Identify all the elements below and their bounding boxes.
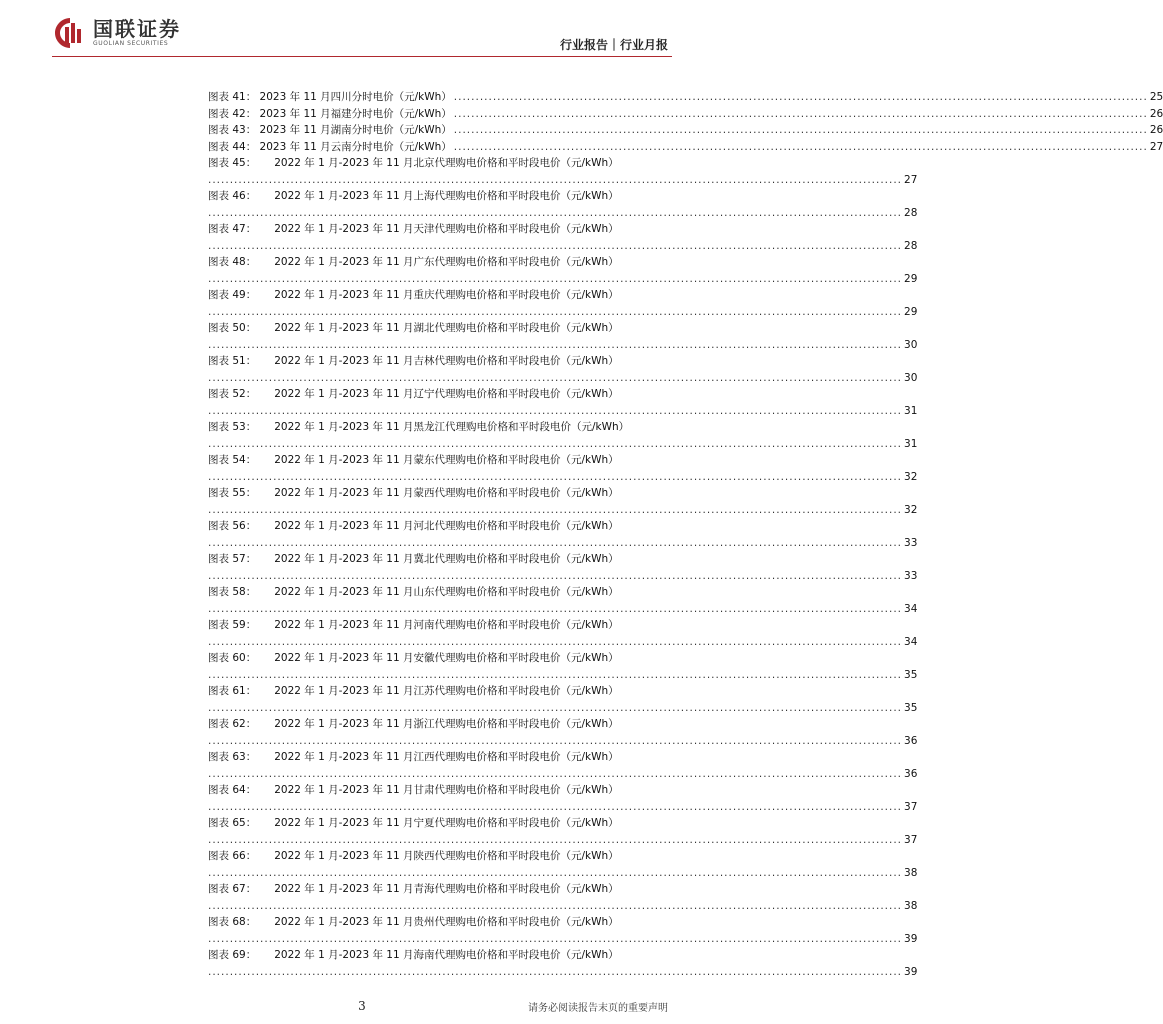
toc-entry[interactable] bbox=[208, 914, 672, 931]
dot-leader: ................................................................................................................................................................ bbox=[208, 404, 903, 417]
figure-title: 2022 年 1 月-2023 年 11 月贵州代理购电价格和平时段电价（元/kWh） bbox=[274, 916, 619, 928]
page-ref: 38 bbox=[904, 899, 918, 912]
figure-label: 图表 57： bbox=[208, 553, 257, 565]
figure-label: 图表 68： bbox=[208, 916, 257, 928]
figure-label: 图表 48： bbox=[208, 256, 257, 268]
page-ref: 37 bbox=[904, 800, 918, 813]
dot-leader: ................................................................................................................................................................ bbox=[208, 701, 903, 714]
guolian-logo-icon bbox=[52, 16, 88, 50]
figure-title: 2022 年 1 月-2023 年 11 月甘肃代理购电价格和平时段电价（元/kWh） bbox=[274, 784, 619, 796]
figure-label: 图表 54： bbox=[208, 454, 257, 466]
figure-label: 图表 63： bbox=[208, 751, 257, 763]
page-ref: 35 bbox=[904, 668, 918, 681]
toc-entry[interactable] bbox=[208, 122, 1163, 139]
dot-leader: ................................................................................................................................................................ bbox=[208, 536, 903, 549]
toc-entry-continuation bbox=[208, 304, 918, 321]
report-type: 行业报告｜行业月报 bbox=[559, 38, 668, 52]
toc-entry-continuation bbox=[208, 205, 918, 222]
figure-label: 图表 62： bbox=[208, 718, 257, 730]
figure-label: 图表 53： bbox=[208, 421, 257, 433]
toc-entry-continuation bbox=[208, 601, 918, 618]
figure-title: 2022 年 1 月-2023 年 11 月蒙西代理购电价格和平时段电价（元/kWh） bbox=[274, 487, 619, 499]
page-ref: 39 bbox=[904, 932, 918, 945]
toc-entry[interactable] bbox=[208, 188, 672, 205]
figure-title: 2022 年 1 月-2023 年 11 月山东代理购电价格和平时段电价（元/kWh） bbox=[274, 586, 619, 598]
toc-entry[interactable] bbox=[208, 106, 1163, 123]
dot-leader: ................................................................................................................................................................ bbox=[208, 932, 903, 945]
figure-title: 2022 年 1 月-2023 年 11 月陕西代理购电价格和平时段电价（元/kWh） bbox=[274, 850, 619, 862]
page-ref: 30 bbox=[904, 338, 918, 351]
page-ref: 35 bbox=[904, 701, 918, 714]
dot-leader: ................................................................................................................................................................ bbox=[208, 371, 903, 384]
page-ref: 28 bbox=[904, 206, 918, 219]
figure-label: 图表 65： bbox=[208, 817, 257, 829]
figure-label: 图表 49： bbox=[208, 289, 257, 301]
figure-title: 2022 年 1 月-2023 年 11 月浙江代理购电价格和平时段电价（元/kWh） bbox=[274, 718, 619, 730]
toc-entry[interactable] bbox=[208, 254, 672, 271]
dot-leader: ................................................................................................................................................................ bbox=[208, 767, 903, 780]
figure-label: 图表 66： bbox=[208, 850, 257, 862]
toc-entry[interactable] bbox=[208, 452, 672, 469]
figure-title: 2022 年 1 月-2023 年 11 月天津代理购电价格和平时段电价（元/kWh） bbox=[274, 223, 619, 235]
logo-english-name: GUOLIAN SECURITIES bbox=[93, 40, 169, 47]
dot-leader: ................................................................................................................................................................ bbox=[208, 239, 903, 252]
figure-label: 图表 69： bbox=[208, 949, 257, 961]
toc-entry[interactable] bbox=[208, 221, 672, 238]
figure-label: 图表 44： bbox=[208, 140, 257, 153]
figure-label: 图表 50： bbox=[208, 322, 257, 334]
toc-entry[interactable] bbox=[208, 287, 672, 304]
toc-entry[interactable] bbox=[208, 749, 672, 766]
toc-entry-continuation bbox=[208, 700, 918, 717]
page-ref: 25 bbox=[1149, 91, 1163, 103]
figure-title: 2022 年 1 月-2023 年 11 月安徽代理购电价格和平时段电价（元/kWh） bbox=[274, 652, 619, 664]
page-ref: 34 bbox=[904, 635, 918, 648]
dot-leader: ................................................................................................................................................................ bbox=[453, 107, 1148, 120]
page-header bbox=[0, 0, 724, 62]
toc-entry[interactable] bbox=[208, 584, 672, 601]
toc-entry-continuation bbox=[208, 832, 918, 849]
toc-entry-continuation bbox=[208, 733, 918, 750]
dot-leader: ................................................................................................................................................................ bbox=[208, 437, 903, 450]
toc-entry-continuation bbox=[208, 898, 918, 915]
toc-entry-continuation bbox=[208, 238, 918, 255]
toc-entry-continuation bbox=[208, 403, 918, 420]
figure-label: 图表 56： bbox=[208, 520, 257, 532]
figure-label: 图表 67： bbox=[208, 883, 257, 895]
figure-title: 2022 年 1 月-2023 年 11 月河南代理购电价格和平时段电价（元/kWh） bbox=[274, 619, 619, 631]
dot-leader: ................................................................................................................................................................ bbox=[453, 124, 1148, 136]
page-ref: 29 bbox=[904, 272, 918, 285]
dot-leader: ................................................................................................................................................................ bbox=[208, 635, 903, 648]
dot-leader: ................................................................................................................................................................ bbox=[453, 91, 1148, 103]
figure-label: 图表 41： bbox=[208, 91, 257, 103]
dot-leader: ................................................................................................................................................................ bbox=[208, 173, 903, 186]
page-ref: 33 bbox=[904, 536, 918, 549]
toc-entry[interactable] bbox=[208, 139, 1163, 156]
toc-entry-title bbox=[208, 139, 452, 156]
page-ref: 32 bbox=[904, 503, 918, 516]
figure-label: 图表 45： bbox=[208, 157, 257, 169]
logo-chinese-name: 国联证券 bbox=[93, 17, 181, 41]
page-ref: 37 bbox=[904, 833, 918, 846]
toc-entry[interactable] bbox=[208, 518, 672, 535]
page-ref: 36 bbox=[904, 767, 918, 780]
table-of-figures bbox=[208, 89, 1163, 980]
toc-entry-title bbox=[208, 106, 452, 123]
figure-title: 2022 年 1 月-2023 年 11 月辽宁代理购电价格和平时段电价（元/kWh） bbox=[274, 388, 619, 400]
figure-label: 图表 52： bbox=[208, 388, 257, 400]
page-ref: 29 bbox=[904, 305, 918, 318]
toc-entry-continuation bbox=[208, 502, 918, 519]
dot-leader: ................................................................................................................................................................ bbox=[208, 470, 903, 483]
figure-title: 2022 年 1 月-2023 年 11 月冀北代理购电价格和平时段电价（元/kWh） bbox=[274, 553, 619, 565]
toc-entry[interactable] bbox=[208, 551, 672, 568]
page-ref: 33 bbox=[904, 569, 918, 582]
toc-entry-continuation bbox=[208, 337, 918, 354]
figure-label: 图表 60： bbox=[208, 652, 257, 664]
dot-leader: ................................................................................................................................................................ bbox=[208, 668, 903, 681]
toc-entry-continuation bbox=[208, 667, 918, 684]
toc-entry[interactable] bbox=[208, 782, 672, 799]
figure-title: 2022 年 1 月-2023 年 11 月河北代理购电价格和平时段电价（元/kWh） bbox=[274, 520, 619, 532]
toc-entry[interactable] bbox=[208, 419, 672, 436]
toc-entry-continuation bbox=[208, 469, 918, 486]
toc-entry[interactable] bbox=[208, 353, 672, 370]
figure-label: 图表 64： bbox=[208, 784, 257, 796]
dot-leader: ................................................................................................................................................................ bbox=[208, 965, 903, 978]
toc-entry-continuation bbox=[208, 634, 918, 651]
figure-title: 2023 年 11 月四川分时电价（元/kWh） bbox=[259, 91, 452, 103]
figure-title: 2022 年 1 月-2023 年 11 月江西代理购电价格和平时段电价（元/kWh） bbox=[274, 751, 619, 763]
dot-leader: ................................................................................................................................................................ bbox=[208, 866, 903, 879]
page-ref: 27 bbox=[1149, 140, 1163, 153]
toc-entry[interactable] bbox=[208, 848, 672, 865]
toc-entry-continuation bbox=[208, 865, 918, 882]
page-ref: 31 bbox=[904, 437, 918, 450]
page-ref: 26 bbox=[1149, 107, 1163, 120]
figure-label: 图表 51： bbox=[208, 355, 257, 367]
dot-leader: ................................................................................................................................................................ bbox=[453, 140, 1148, 153]
page-ref: 36 bbox=[904, 734, 918, 747]
toc-entry-continuation bbox=[208, 535, 918, 552]
dot-leader: ................................................................................................................................................................ bbox=[208, 569, 903, 582]
toc-entry[interactable] bbox=[208, 617, 672, 634]
dot-leader: ................................................................................................................................................................ bbox=[208, 503, 903, 516]
toc-entry-continuation bbox=[208, 172, 918, 189]
dot-leader: ................................................................................................................................................................ bbox=[208, 734, 903, 747]
figure-title: 2022 年 1 月-2023 年 11 月湖北代理购电价格和平时段电价（元/kWh） bbox=[274, 322, 619, 334]
figure-title: 2022 年 1 月-2023 年 11 月重庆代理购电价格和平时段电价（元/kWh） bbox=[274, 289, 619, 301]
figure-title: 2022 年 1 月-2023 年 11 月海南代理购电价格和平时段电价（元/kWh） bbox=[274, 949, 619, 961]
page-ref: 30 bbox=[904, 371, 918, 384]
toc-entry-continuation bbox=[208, 271, 918, 288]
page-ref: 26 bbox=[1149, 124, 1163, 136]
figure-label: 图表 61： bbox=[208, 685, 257, 697]
toc-entry-continuation bbox=[208, 436, 918, 453]
figure-title: 2022 年 1 月-2023 年 11 月宁夏代理购电价格和平时段电价（元/kWh） bbox=[274, 817, 619, 829]
figure-title: 2022 年 1 月-2023 年 11 月黑龙江代理购电价格和平时段电价（元/kWh） bbox=[274, 421, 630, 433]
figure-label: 图表 47： bbox=[208, 223, 257, 235]
page-ref: 28 bbox=[904, 239, 918, 252]
toc-entry[interactable] bbox=[208, 89, 1163, 106]
figure-title: 2022 年 1 月-2023 年 11 月北京代理购电价格和平时段电价（元/kWh） bbox=[274, 157, 619, 169]
dot-leader: ................................................................................................................................................................ bbox=[208, 305, 903, 318]
toc-entry[interactable] bbox=[208, 815, 672, 832]
dot-leader: ................................................................................................................................................................ bbox=[208, 272, 903, 285]
figure-label: 图表 59： bbox=[208, 619, 257, 631]
figure-label: 图表 58： bbox=[208, 586, 257, 598]
toc-entry-continuation bbox=[208, 799, 918, 816]
figure-title: 2022 年 1 月-2023 年 11 月广东代理购电价格和平时段电价（元/kWh） bbox=[274, 256, 619, 268]
company-logo bbox=[52, 16, 181, 50]
toc-entry-title bbox=[208, 122, 452, 139]
toc-entry[interactable] bbox=[208, 485, 672, 502]
dot-leader: ................................................................................................................................................................ bbox=[208, 602, 903, 615]
figure-label: 图表 46： bbox=[208, 190, 257, 202]
disclaimer-note: 请务必阅读报告末页的重要声明 bbox=[528, 1003, 668, 1014]
toc-entry[interactable] bbox=[208, 716, 672, 733]
toc-entry-continuation bbox=[208, 568, 918, 585]
figure-label: 图表 42： bbox=[208, 107, 257, 120]
figure-title: 2022 年 1 月-2023 年 11 月上海代理购电价格和平时段电价（元/kWh） bbox=[274, 190, 619, 202]
dot-leader: ................................................................................................................................................................ bbox=[208, 833, 903, 846]
figure-title: 2022 年 1 月-2023 年 11 月青海代理购电价格和平时段电价（元/kWh） bbox=[274, 883, 619, 895]
dot-leader: ................................................................................................................................................................ bbox=[208, 338, 903, 351]
toc-entry-continuation bbox=[208, 931, 918, 948]
figure-title: 2022 年 1 月-2023 年 11 月蒙东代理购电价格和平时段电价（元/kWh） bbox=[274, 454, 619, 466]
header-divider bbox=[52, 56, 672, 57]
toc-entry[interactable] bbox=[208, 320, 672, 337]
page-ref: 38 bbox=[904, 866, 918, 879]
figure-title: 2022 年 1 月-2023 年 11 月江苏代理购电价格和平时段电价（元/kWh） bbox=[274, 685, 619, 697]
toc-entry[interactable] bbox=[208, 947, 672, 964]
toc-entry[interactable] bbox=[208, 683, 672, 700]
toc-entry-continuation bbox=[208, 964, 918, 981]
figure-label: 图表 55： bbox=[208, 487, 257, 499]
dot-leader: ................................................................................................................................................................ bbox=[208, 899, 903, 912]
page-ref: 39 bbox=[904, 965, 918, 978]
figure-label: 图表 43： bbox=[208, 124, 257, 136]
page-ref: 32 bbox=[904, 470, 918, 483]
page-number: 3 bbox=[358, 999, 366, 1013]
dot-leader: ................................................................................................................................................................ bbox=[208, 206, 903, 219]
toc-entry-title bbox=[208, 89, 452, 106]
toc-entry[interactable] bbox=[208, 650, 672, 667]
page-ref: 34 bbox=[904, 602, 918, 615]
figure-title: 2023 年 11 月福建分时电价（元/kWh） bbox=[259, 107, 452, 120]
page-ref: 27 bbox=[904, 173, 918, 186]
figure-title: 2023 年 11 月湖南分时电价（元/kWh） bbox=[259, 124, 452, 136]
toc-entry-continuation bbox=[208, 766, 918, 783]
page-ref: 31 bbox=[904, 404, 918, 417]
dot-leader: ................................................................................................................................................................ bbox=[208, 800, 903, 813]
figure-title: 2023 年 11 月云南分时电价（元/kWh） bbox=[259, 140, 452, 153]
toc-entry[interactable] bbox=[208, 881, 672, 898]
toc-entry[interactable] bbox=[208, 386, 672, 403]
toc-entry[interactable] bbox=[208, 155, 672, 172]
figure-title: 2022 年 1 月-2023 年 11 月吉林代理购电价格和平时段电价（元/kWh） bbox=[274, 355, 619, 367]
toc-entry-continuation bbox=[208, 370, 918, 387]
